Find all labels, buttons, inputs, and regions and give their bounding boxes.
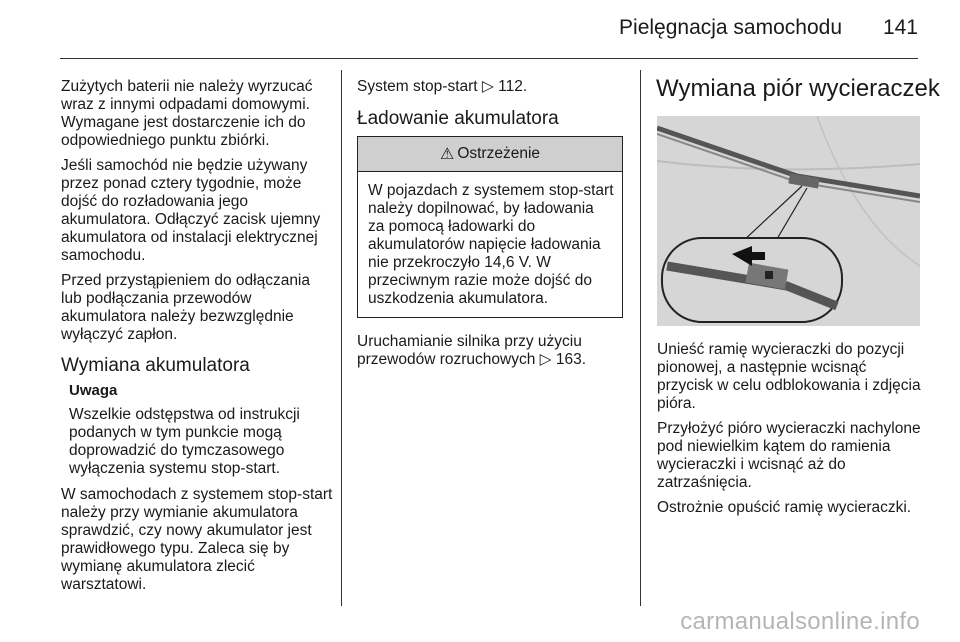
left-column — [61, 78, 333, 601]
paragraph-lower-wiper-arm: Ostrożnie opuścić ramię wycieraczki. — [657, 499, 912, 516]
warning-header — [358, 137, 622, 172]
section-heading-charging: Ładowanie akumulatora — [357, 108, 559, 129]
warning-body — [358, 172, 622, 317]
right-column — [656, 75, 940, 524]
paragraph-attach-blade: Przyłożyć pióro wycieraczki nachylone pod niewielkim kątem do ramienia wycieraczki i wcisnąć aż do zatrzaśnięcia. — [657, 420, 921, 491]
section-heading-battery-replacement: Wymiana akumulatora — [61, 355, 250, 376]
warning-title: Ostrzeżenie — [457, 145, 541, 162]
column-divider-2 — [640, 70, 641, 606]
watermark: carmanualsonline.info — [680, 608, 920, 635]
paragraph-battery-disposal: Zużytych baterii nie należy wyrzucać wraz z innymi odpadami domowymi. Wymagane jest dostarczenie ich do odpowiedniego punktu zbiórki. — [61, 78, 313, 149]
paragraph-lift-wiper-arm: Unieść ramię wycieraczki do pozycji pionowej, a następnie wcisnąć przycisk w celu odblokowania i zdjęcia pióra. — [657, 341, 921, 412]
warning-box — [357, 136, 623, 318]
note-title: Uwaga — [69, 382, 118, 399]
note-text: Wszelkie odstępstwa od instrukcji podanych w tym punkcie mogą doprowadzić do tymczasowego wyłączenia systemu stop-start. — [69, 406, 300, 477]
page-number: 141 — [882, 16, 918, 39]
paragraph-long-storage: Jeśli samochód nie będzie używany przez ponad cztery tygodnie, może dojść do rozładowania jego akumulatora. Odłączyć zacisk ujemny akumulatora od instalacji elektrycznej samochodu. — [61, 157, 321, 264]
wiper-blade-drawing — [657, 116, 920, 326]
stop-start-reference: System stop-start ▷ 112. — [357, 78, 528, 95]
paragraph-jump-start-reference: Uruchamianie silnika przy użyciu przewodów rozruchowych ▷ 163. — [357, 333, 587, 368]
column-divider-1 — [341, 70, 342, 606]
warning-text: W pojazdach z systemem stop-start należy dopilnować, by ładowania za pomocą ładowarki do akumulatorów napięcie ładowania nie przekroczyło 14,6 V. W przeciwnym razie może dojść do uszkodzenia akumulatora. — [368, 182, 614, 307]
section-heading-wiper-blades: Wymiana piór wycieraczek — [656, 75, 940, 102]
paragraph-ignition-off: Przed przystąpieniem do odłączania lub podłączania przewodów akumulatora należy bezwzględnie wyłączyć zapłon. — [61, 272, 310, 343]
warning-triangle-icon: ⚠ — [439, 146, 455, 163]
note-box — [69, 383, 333, 478]
paragraph-stop-start-battery: W samochodach z systemem stop-start należy przy wymianie akumulatora sprawdzić, czy nowy akumulator jest prawidłowego typu. Zaleca się by wymianę akumulatora zlecić warsztatowi. — [61, 486, 333, 593]
running-header-title: Pielęgnacja samochodu — [619, 16, 842, 39]
wiper-blade-illustration — [657, 116, 920, 326]
middle-column — [357, 78, 625, 369]
header-divider — [60, 58, 918, 59]
